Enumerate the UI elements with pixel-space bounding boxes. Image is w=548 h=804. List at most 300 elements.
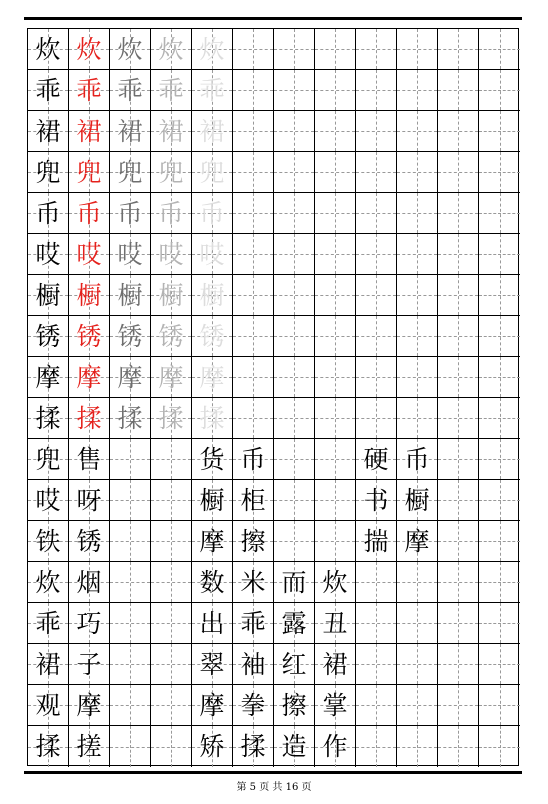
character: 兜 xyxy=(35,444,61,474)
character: 币 xyxy=(404,444,430,474)
grid-cell xyxy=(28,521,69,562)
grid-cell xyxy=(151,316,192,357)
grid-cell xyxy=(479,398,520,439)
character: 锈 xyxy=(76,321,102,351)
character: 摩 xyxy=(76,362,102,392)
grid-cell xyxy=(315,70,356,111)
grid-cell xyxy=(274,644,315,685)
grid-cell xyxy=(397,70,438,111)
practice-row xyxy=(28,480,518,521)
character: 炊 xyxy=(322,567,348,597)
grid-cell xyxy=(192,480,233,521)
grid-cell xyxy=(479,357,520,398)
character: 币 xyxy=(199,198,225,228)
grid-cell xyxy=(479,685,520,726)
character: 裙 xyxy=(158,116,184,146)
character: 子 xyxy=(76,649,102,679)
character: 造 xyxy=(281,732,307,761)
grid-cell xyxy=(192,398,233,439)
grid-cell xyxy=(438,29,479,70)
grid-cell xyxy=(274,29,315,70)
grid-cell xyxy=(192,29,233,70)
grid-cell xyxy=(192,152,233,193)
grid-cell xyxy=(274,152,315,193)
grid-cell xyxy=(356,685,397,726)
grid-cell xyxy=(315,603,356,644)
grid-cell xyxy=(69,480,110,521)
character: 摩 xyxy=(76,690,102,720)
grid-cell xyxy=(28,726,69,767)
character: 硬 xyxy=(363,444,389,474)
character: 哎 xyxy=(35,485,61,515)
grid-cell xyxy=(151,398,192,439)
grid-cell xyxy=(397,29,438,70)
grid-cell xyxy=(110,234,151,275)
grid-cell xyxy=(438,521,479,562)
grid-cell xyxy=(28,398,69,439)
character: 裙 xyxy=(117,116,143,146)
character: 炊 xyxy=(35,567,61,597)
grid-cell xyxy=(356,603,397,644)
grid-cell xyxy=(315,193,356,234)
practice-row xyxy=(28,685,518,726)
grid-cell xyxy=(192,275,233,316)
grid-cell xyxy=(192,685,233,726)
grid-cell xyxy=(69,726,110,767)
grid-cell xyxy=(28,316,69,357)
grid-cell xyxy=(69,275,110,316)
character: 锈 xyxy=(35,321,61,351)
grid-cell xyxy=(110,193,151,234)
character: 炊 xyxy=(158,34,184,64)
character: 矫 xyxy=(199,732,225,761)
grid-cell xyxy=(151,562,192,603)
grid-cell xyxy=(28,357,69,398)
character: 兜 xyxy=(199,157,225,187)
grid-cell xyxy=(274,603,315,644)
grid-cell xyxy=(69,152,110,193)
character: 呀 xyxy=(76,485,102,515)
character: 锈 xyxy=(117,321,143,351)
character: 乖 xyxy=(35,75,61,105)
grid-cell xyxy=(397,398,438,439)
grid-cell xyxy=(28,644,69,685)
grid-cell xyxy=(151,603,192,644)
grid-cell xyxy=(151,275,192,316)
character: 摩 xyxy=(199,690,225,720)
grid-cell xyxy=(274,275,315,316)
trace-row xyxy=(28,316,518,357)
grid-cell xyxy=(479,316,520,357)
character: 揉 xyxy=(240,732,266,761)
character: 橱 xyxy=(199,485,225,515)
grid-cell xyxy=(479,70,520,111)
grid-cell xyxy=(110,521,151,562)
character: 拳 xyxy=(240,690,266,720)
grid-cell xyxy=(28,234,69,275)
grid-cell xyxy=(397,193,438,234)
grid-cell xyxy=(479,193,520,234)
character: 揣 xyxy=(363,526,389,556)
grid-cell xyxy=(438,726,479,767)
character: 币 xyxy=(158,198,184,228)
grid-cell xyxy=(356,644,397,685)
grid-cell xyxy=(397,152,438,193)
grid-cell xyxy=(479,603,520,644)
character: 乖 xyxy=(199,75,225,105)
grid-cell xyxy=(356,398,397,439)
grid-cell xyxy=(438,685,479,726)
grid-cell xyxy=(438,439,479,480)
grid-cell xyxy=(356,480,397,521)
grid-cell xyxy=(438,275,479,316)
grid-cell xyxy=(356,234,397,275)
character: 货 xyxy=(199,444,225,474)
grid-cell xyxy=(315,152,356,193)
grid-cell xyxy=(356,70,397,111)
grid-cell xyxy=(438,603,479,644)
character: 兜 xyxy=(76,157,102,187)
top-rule xyxy=(24,17,522,20)
character: 揉 xyxy=(199,403,225,433)
character: 擦 xyxy=(281,690,307,720)
grid-cell xyxy=(151,193,192,234)
grid-cell xyxy=(233,70,274,111)
grid-cell xyxy=(356,152,397,193)
grid-cell xyxy=(192,521,233,562)
character: 锈 xyxy=(76,526,102,556)
character: 橱 xyxy=(117,280,143,310)
grid-cell xyxy=(233,562,274,603)
grid-cell xyxy=(438,644,479,685)
grid-cell xyxy=(479,726,520,767)
grid-cell xyxy=(356,726,397,767)
bottom-rule xyxy=(24,771,522,774)
character: 锈 xyxy=(199,321,225,351)
grid-cell xyxy=(233,29,274,70)
grid-cell xyxy=(274,111,315,152)
trace-row xyxy=(28,70,518,111)
grid-cell xyxy=(274,316,315,357)
grid-cell xyxy=(438,316,479,357)
grid-cell xyxy=(192,726,233,767)
character: 橱 xyxy=(76,280,102,310)
character: 兜 xyxy=(117,157,143,187)
character: 摩 xyxy=(199,362,225,392)
grid-cell xyxy=(356,29,397,70)
character: 炊 xyxy=(199,34,225,64)
character: 橱 xyxy=(158,280,184,310)
grid-cell xyxy=(69,29,110,70)
grid-cell xyxy=(110,152,151,193)
practice-row xyxy=(28,603,518,644)
grid-cell xyxy=(110,29,151,70)
grid-cell xyxy=(233,111,274,152)
grid-cell xyxy=(233,234,274,275)
character: 哎 xyxy=(35,239,61,269)
grid-cell xyxy=(69,234,110,275)
grid-cell xyxy=(233,357,274,398)
grid-cell xyxy=(110,439,151,480)
character: 橱 xyxy=(199,280,225,310)
practice-row xyxy=(28,521,518,562)
practice-row xyxy=(28,726,518,767)
character: 兜 xyxy=(158,157,184,187)
trace-row xyxy=(28,111,518,152)
character: 兜 xyxy=(35,157,61,187)
grid-cell xyxy=(151,685,192,726)
grid-cell xyxy=(356,316,397,357)
grid-cell xyxy=(438,111,479,152)
character: 而 xyxy=(281,567,307,597)
character: 摩 xyxy=(199,526,225,556)
grid-cell xyxy=(356,521,397,562)
character: 裙 xyxy=(76,116,102,146)
grid-cell xyxy=(192,439,233,480)
grid-cell xyxy=(110,603,151,644)
grid-cell xyxy=(274,193,315,234)
grid-cell xyxy=(233,193,274,234)
grid-cell xyxy=(28,111,69,152)
grid-cell xyxy=(233,644,274,685)
character: 裙 xyxy=(199,116,225,146)
grid-cell xyxy=(438,480,479,521)
character: 铁 xyxy=(35,526,61,556)
grid-cell xyxy=(315,275,356,316)
grid-cell xyxy=(110,726,151,767)
grid-cell xyxy=(397,562,438,603)
character: 观 xyxy=(35,690,61,720)
character: 炊 xyxy=(35,34,61,64)
character: 哎 xyxy=(199,239,225,269)
grid-cell xyxy=(233,398,274,439)
grid-cell xyxy=(69,685,110,726)
grid-cell xyxy=(479,644,520,685)
character: 乖 xyxy=(76,75,102,105)
grid-cell xyxy=(233,726,274,767)
character: 掌 xyxy=(322,690,348,720)
character: 揉 xyxy=(158,403,184,433)
grid-cell xyxy=(69,562,110,603)
grid-cell xyxy=(69,316,110,357)
grid-cell xyxy=(274,685,315,726)
grid-cell xyxy=(274,70,315,111)
grid-cell xyxy=(356,357,397,398)
character: 橱 xyxy=(35,280,61,310)
grid-cell xyxy=(233,275,274,316)
grid-cell xyxy=(274,480,315,521)
character: 币 xyxy=(240,444,266,474)
grid-cell xyxy=(274,357,315,398)
grid-cell xyxy=(397,644,438,685)
grid-cell xyxy=(274,562,315,603)
grid-cell xyxy=(356,193,397,234)
grid-cell xyxy=(397,480,438,521)
grid-cell xyxy=(356,275,397,316)
grid-cell xyxy=(151,726,192,767)
grid-cell xyxy=(192,234,233,275)
character: 橱 xyxy=(404,485,430,515)
grid-cell xyxy=(479,152,520,193)
character: 巧 xyxy=(76,608,102,638)
grid-cell xyxy=(110,275,151,316)
grid-cell xyxy=(69,111,110,152)
grid-cell xyxy=(110,644,151,685)
character: 丑 xyxy=(322,608,348,638)
grid-cell xyxy=(479,480,520,521)
character: 哎 xyxy=(76,239,102,269)
grid-cell xyxy=(110,480,151,521)
grid-cell xyxy=(69,357,110,398)
grid-cell xyxy=(28,685,69,726)
character: 袖 xyxy=(240,649,266,679)
grid-cell xyxy=(233,603,274,644)
character: 乖 xyxy=(240,608,266,638)
grid-cell xyxy=(192,316,233,357)
grid-cell xyxy=(69,644,110,685)
grid-cell xyxy=(315,357,356,398)
character: 揉 xyxy=(76,403,102,433)
grid-cell xyxy=(28,562,69,603)
character: 币 xyxy=(35,198,61,228)
grid-cell xyxy=(151,480,192,521)
grid-cell xyxy=(110,111,151,152)
grid-cell xyxy=(233,439,274,480)
trace-row xyxy=(28,152,518,193)
character: 币 xyxy=(117,198,143,228)
trace-row xyxy=(28,29,518,70)
grid-cell xyxy=(479,234,520,275)
grid-cell xyxy=(397,726,438,767)
grid-cell xyxy=(69,398,110,439)
grid-cell xyxy=(315,480,356,521)
trace-row xyxy=(28,234,518,275)
grid-cell xyxy=(438,562,479,603)
grid-cell xyxy=(233,152,274,193)
grid-cell xyxy=(438,152,479,193)
character: 裙 xyxy=(35,649,61,679)
grid-cell xyxy=(192,111,233,152)
grid-cell xyxy=(397,439,438,480)
grid-cell xyxy=(233,480,274,521)
grid-cell xyxy=(28,603,69,644)
character: 翠 xyxy=(199,649,225,679)
grid-cell xyxy=(192,70,233,111)
character: 擦 xyxy=(240,526,266,556)
grid-cell xyxy=(233,685,274,726)
grid-cell xyxy=(69,603,110,644)
character: 揉 xyxy=(35,732,61,761)
grid-cell xyxy=(438,193,479,234)
character: 哎 xyxy=(158,239,184,269)
character: 乖 xyxy=(117,75,143,105)
character: 露 xyxy=(281,608,307,638)
character: 摩 xyxy=(158,362,184,392)
character: 出 xyxy=(199,608,225,638)
character: 柜 xyxy=(240,485,266,515)
character: 揉 xyxy=(35,403,61,433)
grid-cell xyxy=(315,439,356,480)
grid-cell xyxy=(192,562,233,603)
practice-row xyxy=(28,439,518,480)
grid-cell xyxy=(315,316,356,357)
grid-cell xyxy=(233,316,274,357)
grid-cell xyxy=(438,398,479,439)
grid-cell xyxy=(28,193,69,234)
character: 作 xyxy=(322,732,348,761)
character: 乖 xyxy=(158,75,184,105)
grid-cell xyxy=(151,111,192,152)
grid-cell xyxy=(356,439,397,480)
trace-row xyxy=(28,275,518,316)
grid-cell xyxy=(151,234,192,275)
grid-cell xyxy=(479,562,520,603)
grid-cell xyxy=(192,644,233,685)
grid-cell xyxy=(192,357,233,398)
grid-cell xyxy=(315,685,356,726)
grid-cell xyxy=(110,70,151,111)
grid-cell xyxy=(315,521,356,562)
grid-cell xyxy=(192,603,233,644)
grid-cell xyxy=(151,521,192,562)
grid-cell xyxy=(274,521,315,562)
grid-cell xyxy=(110,398,151,439)
character: 烟 xyxy=(76,567,102,597)
grid-cell xyxy=(151,357,192,398)
character: 裙 xyxy=(322,649,348,679)
character-grid xyxy=(27,28,519,766)
grid-cell xyxy=(438,357,479,398)
grid-cell xyxy=(151,644,192,685)
grid-cell xyxy=(397,685,438,726)
grid-cell xyxy=(28,29,69,70)
character: 书 xyxy=(363,485,389,515)
grid-cell xyxy=(69,193,110,234)
character: 数 xyxy=(199,567,225,597)
grid-cell xyxy=(397,234,438,275)
grid-cell xyxy=(315,644,356,685)
grid-cell xyxy=(315,562,356,603)
grid-cell xyxy=(151,29,192,70)
practice-row xyxy=(28,562,518,603)
character: 锈 xyxy=(158,321,184,351)
character: 乖 xyxy=(35,608,61,638)
character: 哎 xyxy=(117,239,143,269)
grid-cell xyxy=(69,439,110,480)
grid-cell xyxy=(397,111,438,152)
grid-cell xyxy=(315,111,356,152)
character: 裙 xyxy=(35,116,61,146)
character: 摩 xyxy=(117,362,143,392)
grid-cell xyxy=(151,70,192,111)
grid-cell xyxy=(479,111,520,152)
grid-cell xyxy=(28,152,69,193)
trace-row xyxy=(28,398,518,439)
grid-cell xyxy=(438,234,479,275)
practice-row xyxy=(28,644,518,685)
character: 米 xyxy=(240,567,266,597)
trace-row xyxy=(28,357,518,398)
grid-cell xyxy=(479,275,520,316)
grid-cell xyxy=(356,111,397,152)
grid-cell xyxy=(397,357,438,398)
grid-cell xyxy=(28,275,69,316)
grid-cell xyxy=(69,521,110,562)
character: 售 xyxy=(76,444,102,474)
grid-cell xyxy=(151,152,192,193)
character: 炊 xyxy=(76,34,102,64)
grid-cell xyxy=(151,439,192,480)
